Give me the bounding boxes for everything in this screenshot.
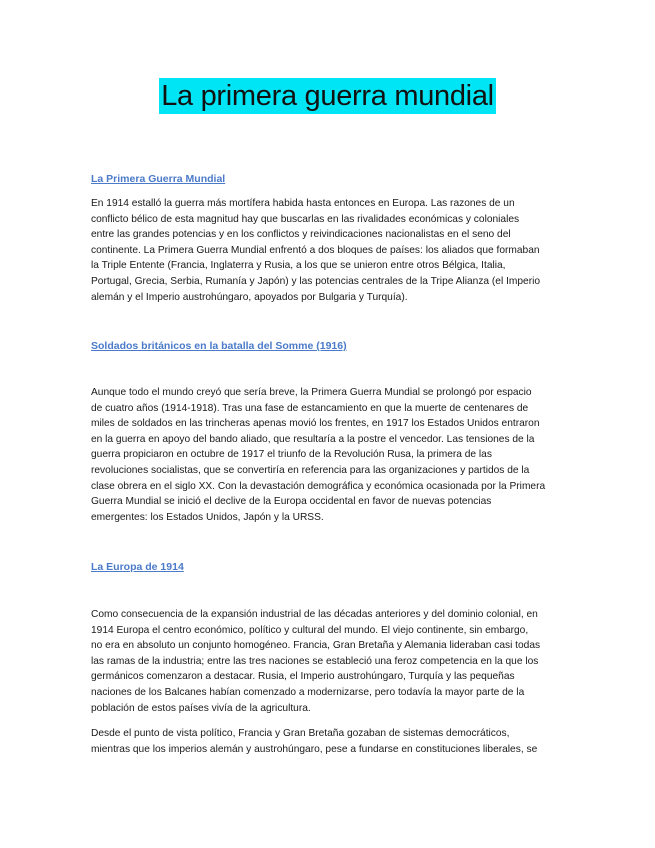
paragraph-line: población de estos países vivía de la agricultura. [91, 702, 311, 714]
paragraph-line: la Triple Entente (Francia, Inglaterra y Rusia, a los que se unieron entre otros Bélgica, Italia, [91, 260, 506, 272]
paragraph-line: mientras que los imperios alemán y austrohúngaro, pese a fundarse en constituciones liberales, se [91, 743, 538, 755]
paragraph-line: Portugal, Grecia, Serbia, Rumanía y Japón) y las potencias centrales de la Tripe Alianza (el Imperio [91, 275, 541, 287]
page-title: La primera guerra mundial [161, 80, 494, 112]
section-paragraph-primera-guerra [91, 196, 571, 305]
paragraph-line: Guerra Mundial se inició el declive de la Europa occidental en favor de nuevas potencias [91, 496, 492, 508]
paragraph-line: revoluciones socialistas, que se convertiría en referencia para las organizaciones y partidos de la [91, 464, 530, 476]
section-heading-soldados-somme[interactable]: Soldados británicos en la batalla del Somme (1916) [91, 340, 347, 352]
paragraph-line: En 1914 estalló la guerra más mortífera habida hasta entonces en Europa. Las razones de un [91, 198, 515, 209]
paragraph-line: guerra propiciaron en octubre de 1917 el triunfo de la Revolución Rusa, la primera de las [91, 449, 492, 461]
title-wrapper [0, 78, 655, 114]
paragraph-line: conflicto bélico de esta magnitud hay que buscarlas en las rivalidades económicas y coloniales [91, 213, 520, 225]
paragraph-line: clase obrera en el siglo XX. Con la devastación demográfica y económica ocasionada por la Primera [91, 480, 546, 492]
paragraph-line: Desde el punto de vista político, Francia y Gran Bretaña gozaban de sistemas democráticos, [91, 728, 510, 739]
paragraph-line: las ramas de la industria; entre las tres naciones se estableció una feroz competencia en la que los [91, 655, 539, 667]
section-heading-primera-guerra[interactable]: La Primera Guerra Mundial [91, 173, 226, 185]
paragraph-line: continente. La Primera Guerra Mundial enfrentó a dos bloques de países: los aliados que formaban [91, 244, 540, 256]
paragraph-line: miles de soldados en las trincheras apenas movió los frentes, en 1917 los Estados Unidos entraron [91, 418, 540, 430]
paragraph-line: germánicos comenzaron a destacar. Rusia, el Imperio austrohúngaro, Turquía y las pequeñas [91, 671, 515, 683]
paragraph-line: Aunque todo el mundo creyó que sería breve, la Primera Guerra Mundial se prolongó por espacio [91, 387, 532, 398]
paragraph-line: alemán y el Imperio austrohúngaro, apoyados por Bulgaria y Turquía). [91, 291, 408, 303]
section-paragraph-europa-1914 [91, 607, 571, 716]
section-paragraph-soldados-somme [91, 385, 571, 525]
paragraph-line: emergentes: los Estados Unidos, Japón y la URSS. [91, 511, 324, 523]
paragraph-line: no era en absoluto un conjunto homogéneo. Francia, Gran Bretaña y Alemania lideraban casi todas [91, 640, 541, 652]
section-paragraph-europa-1914-continued [91, 726, 571, 757]
paragraph-line: de cuatro años (1914-1918). Tras una fase de estancamiento en que la muerte de centenares de [91, 402, 529, 414]
paragraph-line: 1914 Europa el centro económico, político y cultural del mundo. El viejo continente, sin embargo, [91, 624, 529, 636]
paragraph-line: naciones de los Balcanes habían comenzado a modernizarse, pero todavía la mayor parte de la [91, 686, 525, 698]
paragraph-line: entre las grandes potencias y en los conflictos y reivindicaciones nacionalistas en el seno del [91, 229, 511, 241]
section-heading-europa-1914[interactable]: La Europa de 1914 [91, 561, 184, 573]
paragraph-line: en la guerra en apoyo del bando aliado, que resultaría a la postre el vencedor. Las tensiones de la [91, 433, 535, 445]
paragraph-line: Como consecuencia de la expansión industrial de las décadas anteriores y del dominio colonial, en [91, 609, 538, 620]
